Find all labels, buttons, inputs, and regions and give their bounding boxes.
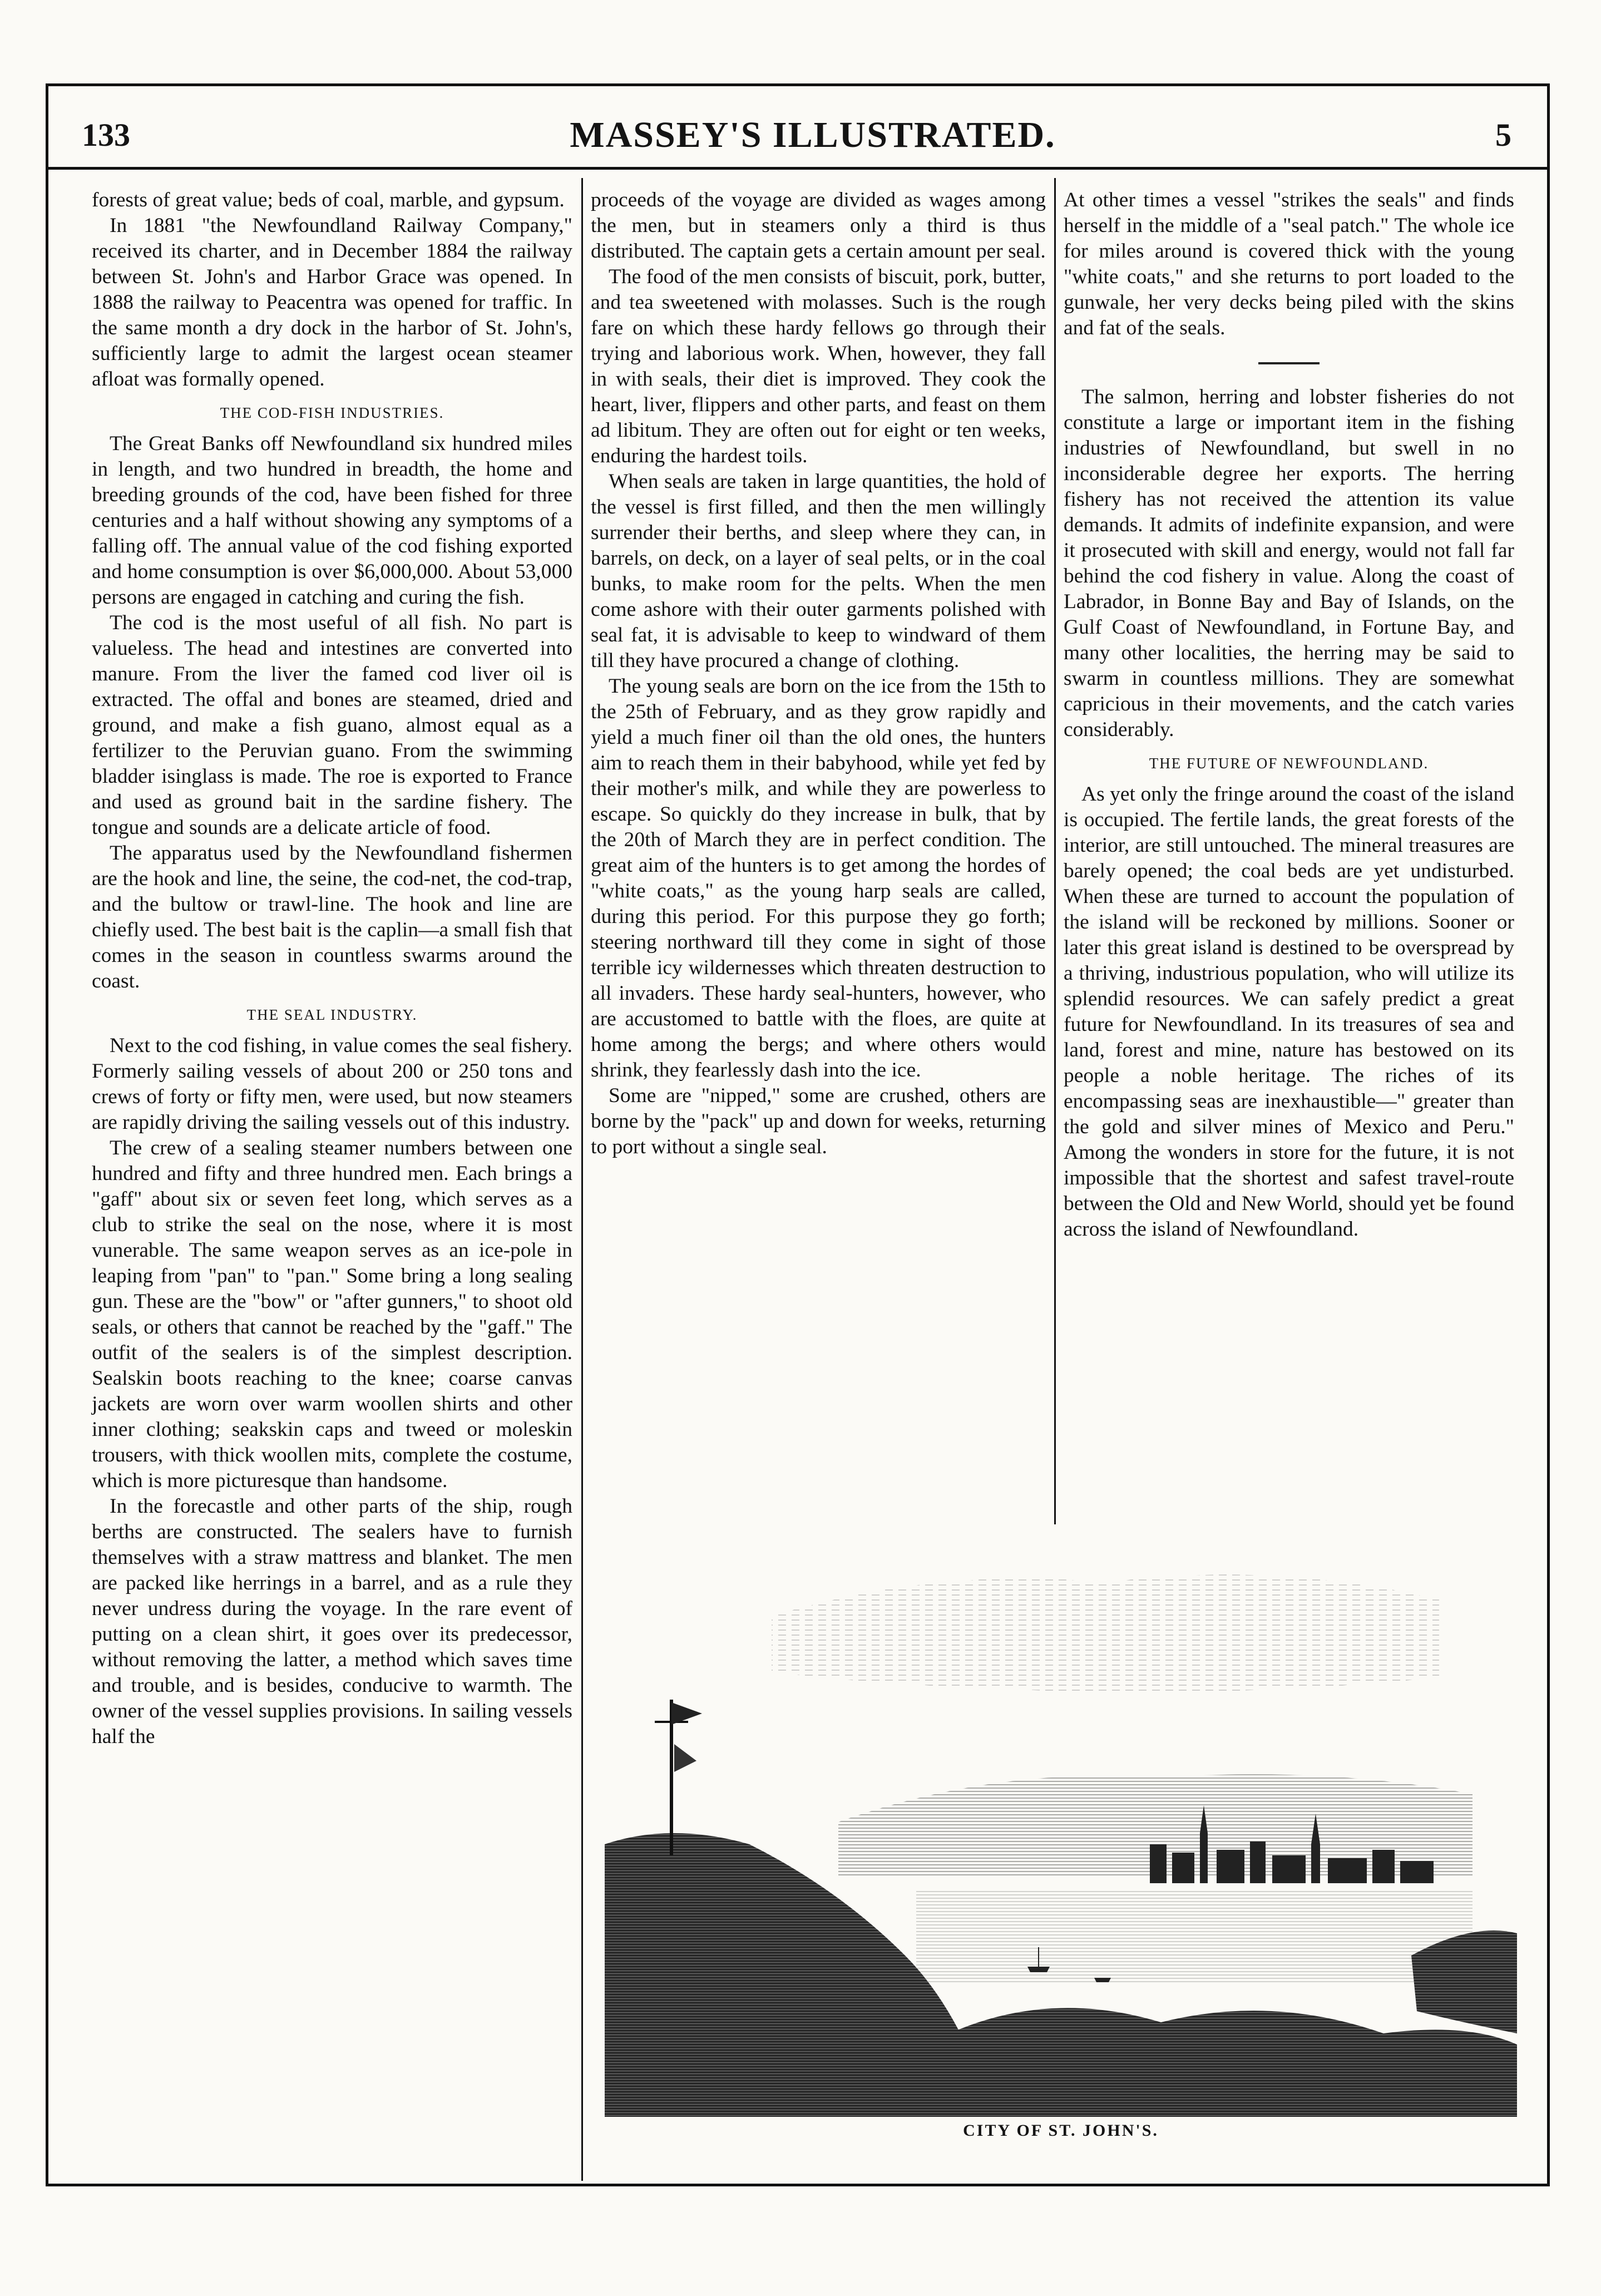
paragraph: Next to the cod fishing, in value comes the seal fishery. Formerly sailing vessels of about 200 or 250 tons and crews of forty or fifty men, were used, but now steamers are rapidly driving the sailing vessels out of this industry. xyxy=(92,1034,572,1134)
paragraph: The Great Banks off Newfoundland six hundred miles in length, and two hundred in breadth, the home and breeding grounds of the cod, have been fished for three centuries and a half without showing any symptoms of a falling off. The annual value of the cod fishing exported and home consumption is over $6,000,000. About 53,000 persons are engaged in catching and curing the fish. xyxy=(92,432,572,609)
column-divider-2 xyxy=(1054,178,1056,1524)
illustration-caption: CITY OF ST. JOHN'S. xyxy=(963,2121,1159,2140)
section-heading-seal: THE SEAL INDUSTRY. xyxy=(246,1006,418,1023)
paragraph: In the forecastle and other parts of the ship, rough berths are constructed. The sealers have to furnish themselves with a straw mattress and blanket. The men are packed like herrings in a barrel, and as a rule they never undress during the voyage. In the rare event of putting on a clean shirt, it goes over its predecessor, without removing the latter, a method which saves time and trouble, and is besides, conducive to warmth. The owner of the vessel supplies provisions. In sailing vessels half the xyxy=(92,1495,572,1748)
column-3 xyxy=(1064,187,1514,1242)
paragraph: proceeds of the voyage are divided as wages among the men, but in steamers only a third is thus distributed. The captain gets a certain amount per seal. xyxy=(591,189,1046,263)
page-header xyxy=(48,86,1547,170)
page-frame xyxy=(46,83,1550,2186)
section-separator xyxy=(1258,362,1320,364)
paragraph: Some are "nipped," some are crushed, others are borne by the "pack" up and down for weeks, returning to port without a single seal. xyxy=(591,1084,1046,1158)
paragraph: When seals are taken in large quantities, the hold of the vessel is first filled, and then the men willingly surrender their berths, and sleep where they can, in barrels, on deck, on a layer of seal pelts, or in the coal bunks, to make room for the pelts. When the men come ashore with their outer garments polished with seal fat, it is advisable to keep to windward of them till they have procured a change of clothing. xyxy=(591,470,1046,672)
page-number-left: 133 xyxy=(82,117,130,153)
paragraph: As yet only the fringe around the coast of the island is occupied. The fertile lands, the great forests of the interior, are still untouched. The mineral treasures are barely opened; the coal beds are yet undisturbed. When these are turned to account the population of the island will be reckoned by millions. Sooner or later this great island is destined to be overspread by a thriving, industrious population, who will utilize its splendid resources. We can safely predict a great future for Newfoundland. In its treasures of sea and land, forest and mine, nature has bestowed on its people a noble heritage. The riches of its encompassing seas are inexhaustible—" greater than the gold and silver mines of Mexico and Peru." Among the wonders in store for the future, it is not impossible that the shortest and safest travel-route between the Old and New World, should yet be found across the island of Newfoundland. xyxy=(1064,783,1514,1241)
paragraph: The salmon, herring and lobster fisheries do not constitute a large or important item in the fishing industries of Newfoundland, but swell in no inconsiderable degree her exports. The herring fishery has not received the attention its value demands. It admits of indefinite expansion, and were it prosecuted with skill and energy, would not fall far behind the cod fishery in value. Along the coast of Labrador, in Bonne Bay and Bay of Islands, on the Gulf Coast of Newfoundland, in Fortune Bay, and many other localities, the herring may be said to swarm in countless millions. They are somewhat capricious in their movements, and the catch varies considerably. xyxy=(1064,386,1514,741)
section-heading-cod-fish: THE COD-FISH INDUSTRIES. xyxy=(220,404,444,421)
paragraph: The cod is the most useful of all fish. No part is valueless. The head and intestines are converted into manure. From the liver the famed cod liver oil is extracted. The offal and bones are steamed, dried and ground, and make a fish guano, almost equal as a fertilizer to the Peruvian guano. From the swimming bladder isinglass is made. The roe is exported to France and used as ground bait in the sardine fishery. The tongue and sounds are a delicate article of food. xyxy=(92,611,572,839)
paragraph: forests of great value; beds of coal, marble, and gypsum. xyxy=(92,189,565,211)
column-1 xyxy=(92,187,572,1750)
paragraph: The crew of a sealing steamer numbers between one hundred and fifty and three hundred men. Each brings a "gaff" about six or seven feet long, which serves as a club to strike the seal on the nose, where it is most vunerable. The same weapon serves as an ice-pole in leaping from "pan" to "pan." Some bring a long sealing gun. These are the "bow" or "after gunners," to shoot old seals, or others that cannot be reached by the "gaff." The outfit of the sealers is of the simplest description. Sealskin boots reaching to the knee; coarse canvas jackets are worn over warm woollen shirts and other inner clothing; seakskin caps and tweed or moleskin trousers, with thick woollen mits, complete the costume, which is more picturesque than handsome. xyxy=(92,1137,572,1492)
paragraph: The food of the men consists of biscuit, pork, butter, and tea sweetened with molasses. Such is the rough fare on which these hardy fellows go through their trying and laborious work. When, however, they fall in with seals, their diet is improved. They cook the heart, liver, flippers and other parts, and feast on them ad libitum. They are often out for eight or ten weeks, enduring the hardest toils. xyxy=(591,265,1046,467)
section-heading-future: THE FUTURE OF NEWFOUNDLAND. xyxy=(1149,755,1429,772)
paragraph: The apparatus used by the Newfoundland fishermen are the hook and line, the seine, the cod-net, the cod-trap, and the bultow or trawl-line. The hook and line are chiefly used. The best bait is the caplin—a small fish that comes in the season in countless swarms around the coast. xyxy=(92,842,572,993)
page-number-right: 5 xyxy=(1495,117,1511,153)
column-2 xyxy=(591,187,1046,1160)
masthead-title: MASSEY'S ILLUSTRATED. xyxy=(570,114,1056,155)
city-of-st-johns-engraving xyxy=(605,1533,1517,2117)
column-divider-1 xyxy=(581,178,583,2181)
paragraph: At other times a vessel "strikes the seals" and finds herself in the middle of a "seal patch." The whole ice for miles around is covered thick with the young "white coats," and she returns to port loaded to the gunwale, her very decks being piled with the skins and fat of the seals. xyxy=(1064,189,1514,339)
paragraph: The young seals are born on the ice from the 15th to the 25th of February, and as they grow rapidly and yield a much finer oil than the old ones, the hunters aim to reach them in their babyhood, while yet fed by their mother's milk, and while they are powerless to escape. So quickly do they increase in bulk, that by the 20th of March they are in perfect condition. The great aim of the hunters is to get among the hordes of "white coats," as the young harp seals are called, during this period. For this purpose they go forth; steering northward till they come in sight of those terrible icy wildernesses which threaten destruction to all invaders. These hardy seal-hunters, however, who are accustomed to battle with the floes, are quite at home among the bergs; and where others would shrink, they fearlessly dash into the ice. xyxy=(591,675,1046,1082)
paragraph: In 1881 "the Newfoundland Railway Company," received its charter, and in December 1884 the railway between St. John's and Harbor Grace was opened. In 1888 the railway to Peacentra was opened for traffic. In the same month a dry dock in the harbor of St. John's, sufficiently large to admit the largest ocean steamer afloat was formally opened. xyxy=(92,214,572,391)
